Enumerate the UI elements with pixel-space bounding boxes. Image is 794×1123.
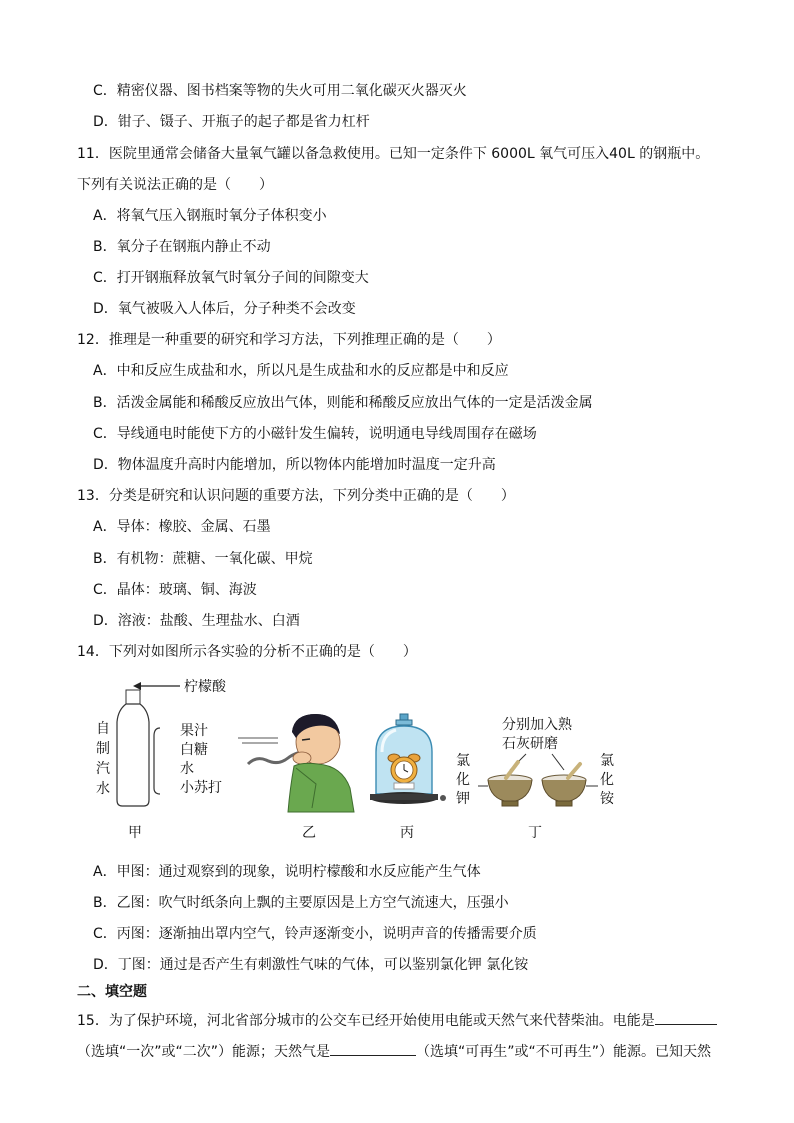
- bell-jar-drawing: [366, 712, 450, 812]
- ingredient-baking-soda: 小苏打: [180, 780, 222, 796]
- homemade-soda-char-4: 水: [96, 781, 110, 797]
- figure-label-bing: 丙: [400, 825, 414, 841]
- figure-label-yi: 乙: [302, 825, 316, 841]
- nh4cl-char-1: 氯: [600, 753, 614, 769]
- q12-option-c: C．导线通电时能使下方的小磁针发生偏转，说明通电导线周围存在磁场: [93, 426, 537, 442]
- q12-option-a: A．中和反应生成盐和水，所以凡是生成盐和水的反应都是中和反应: [93, 363, 509, 379]
- q15-line1: [77, 1010, 717, 1031]
- figure-yi: [232, 708, 360, 848]
- citric-acid-label: 柠檬酸: [184, 679, 226, 695]
- q15-text-2: （选填“一次”或“二次”）能源；天然气是: [77, 1044, 331, 1060]
- nh4cl-char-3: 铵: [600, 791, 614, 807]
- slaked-lime-note-1: 分别加入熟: [502, 717, 572, 733]
- q14-option-a: A．甲图：通过观察到的现象，说明柠檬酸和水反应能产生气体: [93, 864, 481, 880]
- q12-stem: 12．推理是一种重要的研究和学习方法，下列推理正确的是（ ）: [77, 332, 501, 348]
- ingredient-sugar: 白糖: [180, 742, 208, 758]
- figure-ding: [452, 712, 622, 848]
- q13-option-d: D．溶液：盐酸、生理盐水、白酒: [93, 613, 300, 629]
- q11-option-b: B．氧分子在钢瓶内静止不动: [93, 239, 271, 255]
- q11-option-d: D．氧气被吸入人体后，分子种类不会改变: [93, 301, 356, 317]
- q14-option-c: C．丙图：逐渐抽出罩内空气，铃声逐渐变小，说明声音的传播需要介质: [93, 926, 537, 942]
- figure-label-ding: 丁: [528, 825, 542, 841]
- section-heading: 二、填空题: [77, 984, 147, 1000]
- q14-stem: 14．下列对如图所示各实验的分析不正确的是（ ）: [77, 644, 417, 660]
- q10-option-c: C．精密仪器、图书档案等物的失火可用二氧化碳灭火器灭火: [93, 83, 467, 99]
- answer-blank-1[interactable]: [655, 1010, 717, 1025]
- kcl-char-2: 化: [456, 772, 470, 788]
- q13-option-b: B．有机物：蔗糖、一氧化碳、甲烷: [93, 551, 313, 567]
- q13-option-a: A．导体：橡胶、金属、石墨: [93, 519, 271, 535]
- homemade-soda-char-2: 制: [96, 741, 110, 757]
- q12-option-d: D．物体温度升高时内能增加，所以物体内能增加时温度一定升高: [93, 457, 496, 473]
- q13-option-c: C．晶体：玻璃、铜、海波: [93, 582, 257, 598]
- kcl-char-1: 氯: [456, 753, 470, 769]
- q13-stem: 13．分类是研究和认识问题的重要方法，下列分类中正确的是（ ）: [77, 488, 515, 504]
- kcl-char-3: 钾: [456, 791, 470, 807]
- homemade-soda-char-3: 汽: [96, 761, 110, 777]
- mortars-drawing: [452, 712, 622, 812]
- q11-option-c: C．打开钢瓶释放氧气时氧分子间的间隙变大: [93, 270, 369, 286]
- q11-option-a: A．将氧气压入钢瓶时氧分子体积变小: [93, 208, 327, 224]
- slaked-lime-note-2: 石灰研磨: [502, 736, 558, 752]
- q11-stem: 11．医院里通常会储备大量氧气罐以备急救使用。已知一定条件下 6000L 氧气可压入40L 的钢瓶中。: [77, 146, 710, 162]
- q15-text-1: 15．为了保护环境，河北省部分城市的公交车已经开始使用电能或天然气来代替柴油。电能是: [77, 1013, 655, 1029]
- figure-bing: [366, 712, 450, 848]
- q15-text-3: （选填“可再生”或“不可再生”）能源。已知天然: [416, 1044, 712, 1060]
- ingredient-juice: 果汁: [180, 723, 208, 739]
- q14-option-d: D．丁图：通过是否产生有刺激性气味的气体，可以鉴别氯化钾 氯化铵: [93, 957, 529, 973]
- q14-option-b: B．乙图：吹气时纸条向上飘的主要原因是上方空气流速大，压强小: [93, 895, 509, 911]
- boy-blowing-drawing: [232, 708, 360, 814]
- homemade-soda-char-1: 自: [96, 721, 110, 737]
- figure-label-jia: 甲: [128, 825, 142, 841]
- q15-line2: [77, 1041, 711, 1062]
- nh4cl-char-2: 化: [600, 772, 614, 788]
- q11-stem-cont: 下列有关说法正确的是（ ）: [77, 177, 273, 193]
- q10-option-d: D．钳子、镊子、开瓶子的起子都是省力杠杆: [93, 114, 370, 130]
- ingredient-water: 水: [180, 761, 194, 777]
- q12-option-b: B．活泼金属能和稀酸反应放出气体，则能和稀酸反应放出气体的一定是活泼金属: [93, 395, 593, 411]
- figure-jia: [90, 670, 240, 845]
- answer-blank-2[interactable]: [330, 1041, 416, 1056]
